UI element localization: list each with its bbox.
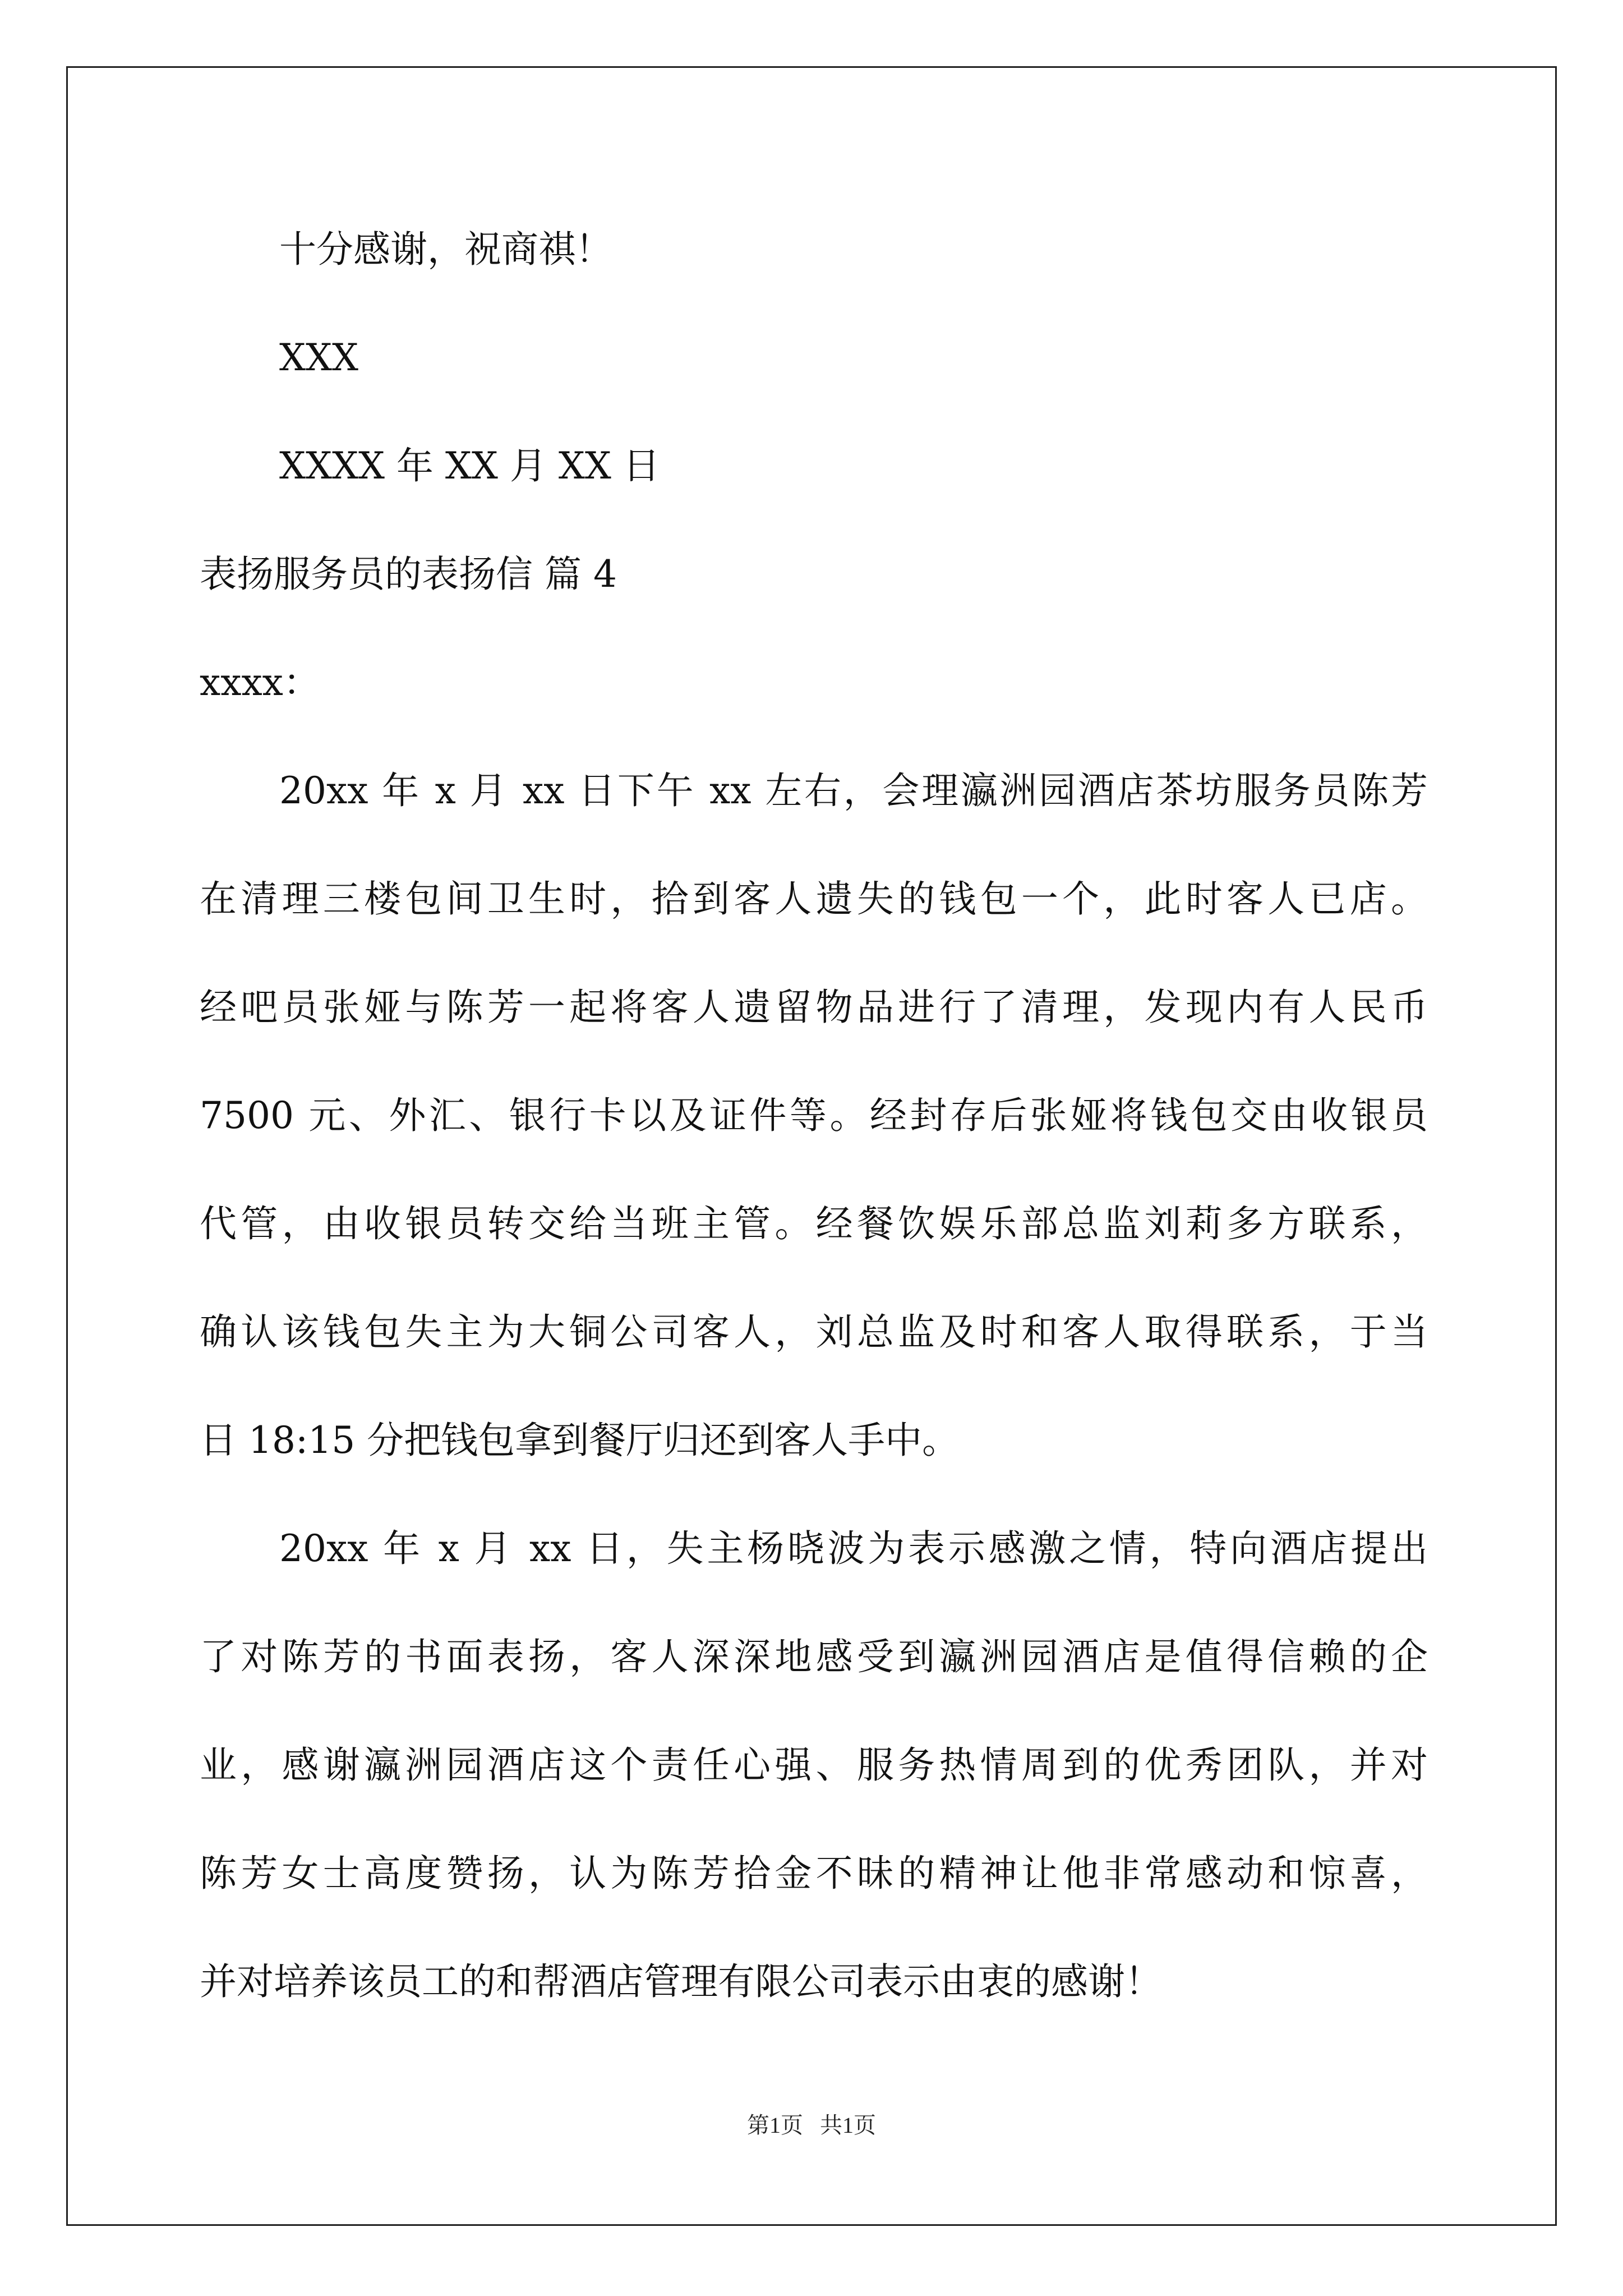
page-footer: 第1页 共1页 (747, 2113, 876, 2138)
paragraph-1-line-1: 20xx 年 x 月 xx 日下午 xx 左右，会理瀛洲园酒店茶坊服务员陈芳 (279, 769, 1428, 812)
paragraph-1-line-3: 经吧员张娅与陈芳一起将客人遗留物品进行了清理，发现内有人民币 (200, 986, 1428, 1029)
paragraph-1-line-4: 7500 元、外汇、银行卡以及证件等。经封存后张娅将钱包交由收银员 (200, 1094, 1428, 1137)
signature-date: XXXX 年 XX 月 XX 日 (279, 444, 660, 487)
closing-line: 十分感谢，祝商祺！ (279, 228, 612, 271)
paragraph-1-line-6: 确认该钱包失主为大铜公司客人，刘总监及时和客人取得联系，于当 (200, 1310, 1428, 1354)
paragraph-2-line-3: 业，感谢瀛洲园酒店这个责任心强、服务热情周到的优秀团队，并对 (200, 1743, 1428, 1787)
paragraph-1-line-2: 在清理三楼包间卫生时，拾到客人遗失的钱包一个，此时客人已店。 (200, 877, 1428, 921)
paragraph-1-line-7: 日 18:15 分把钱包拿到餐厅归还到客人手中。 (200, 1419, 960, 1462)
paragraph-1-line-5: 代管，由收银员转交给当班主管。经餐饮娱乐部总监刘莉多方联系， (200, 1202, 1428, 1245)
paragraph-2-line-1: 20xx 年 x 月 xx 日，失主杨晓波为表示感激之情，特向酒店提出 (279, 1527, 1428, 1570)
section-title: 表扬服务员的表扬信 篇 4 (200, 553, 617, 596)
paragraph-2-line-2: 了对陈芳的书面表扬，客人深深地感受到瀛洲园酒店是值得信赖的企 (200, 1635, 1428, 1678)
paragraph-2-line-5: 并对培养该员工的和帮酒店管理有限公司表示由衷的感谢！ (200, 1960, 1162, 2003)
salutation: xxxx： (200, 661, 320, 704)
paragraph-2-line-4: 陈芳女士高度赞扬，认为陈芳拾金不昧的精神让他非常感动和惊喜， (200, 1852, 1428, 1895)
page-border (66, 66, 1557, 2226)
signature: XXX (279, 336, 358, 379)
